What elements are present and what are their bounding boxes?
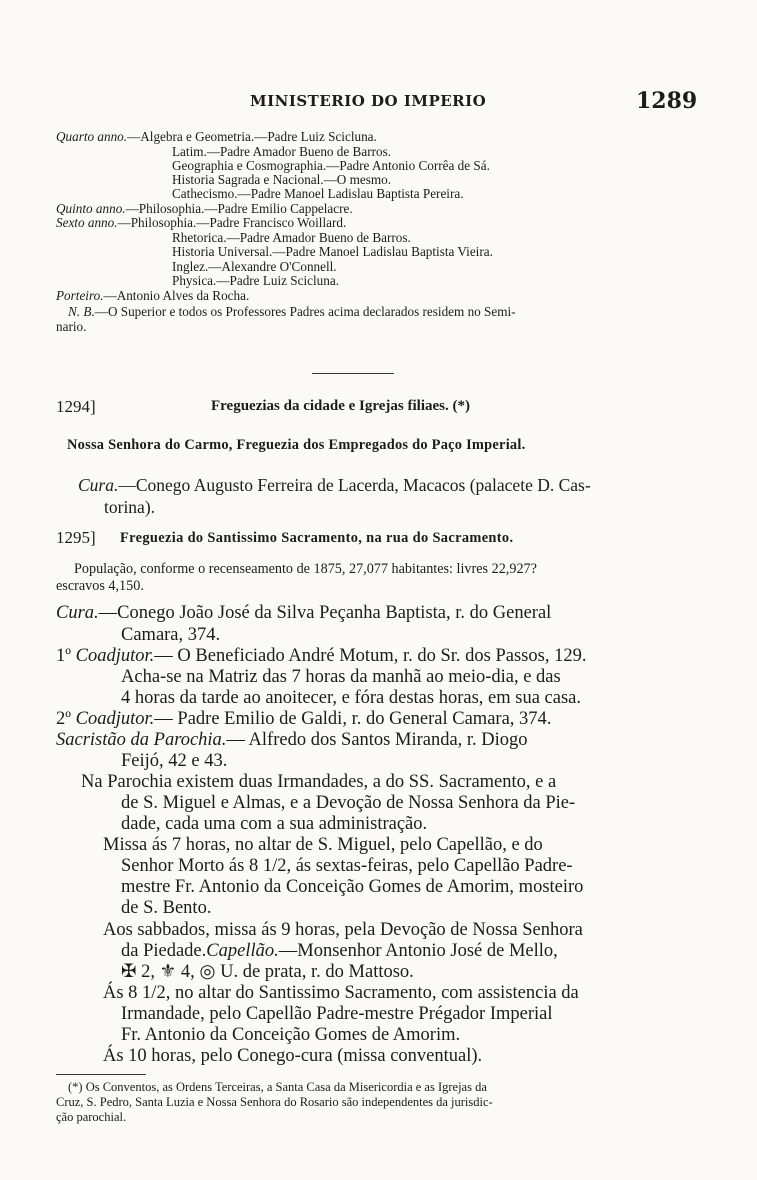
section-number-1294: 1294] xyxy=(56,397,96,416)
quarto-anno-label: Quarto anno. xyxy=(56,129,128,144)
page-number: 1289 xyxy=(636,88,698,114)
body-line: dade, cada uma com a sua administração. xyxy=(121,814,428,834)
seminary-line: Rhetorica.—Padre Amador Bueno de Barros. xyxy=(172,230,411,245)
first-coadjutor-hours: Acha-se na Matriz das 7 horas da manhã ao meio-dia, e das xyxy=(121,667,561,687)
seminary-line: Cathecismo.—Padre Manoel Ladislau Baptista Pereira. xyxy=(172,186,464,201)
sacristan-line: Sacristão da Parochia.— Alfredo dos Santos Miranda, r. Diogo xyxy=(56,730,528,750)
porteiro-line: Porteiro.—Antonio Alves da Rocha. xyxy=(56,288,250,303)
footnote-line: ção parochial. xyxy=(56,1110,127,1124)
running-header-title: MINISTERIO DO IMPERIO xyxy=(250,92,487,110)
population-line: População, conforme o recenseamento de 1875, 27,077 habitantes: livres 22,927? xyxy=(74,561,537,577)
seminary-line: Historia Universal.—Padre Manoel Ladislau Baptista Vieira. xyxy=(172,244,493,259)
parish-subtitle-carmo: Nossa Senhora do Carmo, Freguezia dos Empregados do Paço Imperial. xyxy=(67,437,526,453)
body-line: de S. Miguel e Almas, e a Devoção de Nossa Senhora da Pie- xyxy=(121,793,576,813)
cura-sacramento-line: Cura.—Conego João José da Silva Peçanha Baptista, r. do General xyxy=(56,603,552,623)
body-line: Aos sabbados, missa ás 9 horas, pela Devoção de Nossa Senhora xyxy=(103,920,583,940)
seminary-line: Historia Sagrada e Nacional.—O mesmo. xyxy=(172,172,391,187)
population-continuation: escravos 4,150. xyxy=(56,578,144,594)
first-coadjutor-hours-2: 4 horas da tarde ao anoitecer, e fóra destas horas, em sua casa. xyxy=(121,688,582,708)
first-coadjutor-line: 1º Coadjutor.— O Beneficiado André Motum, r. do Sr. dos Passos, 129. xyxy=(56,646,587,666)
body-line: Fr. Antonio da Conceição Gomes de Amorim. xyxy=(121,1025,461,1045)
cura-carmo-line: Cura.—Conego Augusto Ferreira de Lacerda, Macacos (palacete D. Cas- xyxy=(78,475,591,495)
section-number-1295: 1295] xyxy=(56,528,96,547)
sacristan-continuation: Feijó, 42 e 43. xyxy=(121,751,228,771)
body-line: Missa ás 7 horas, no altar de S. Miguel, pelo Capellão, e do xyxy=(103,835,543,855)
section-title-1294: Freguezias da cidade e Igrejas filiaes. (*) xyxy=(211,398,470,414)
seminary-line: Physica.—Padre Luiz Scicluna. xyxy=(172,273,340,288)
sexto-anno-line: Sexto anno.—Philosophia.—Padre Francisco Woillard. xyxy=(56,215,347,230)
body-line: Senhor Morto ás 8 1/2, ás sextas-feiras, pelo Capellão Padre- xyxy=(121,856,573,876)
seminary-line: Inglez.—Alexandre O'Connell. xyxy=(172,259,337,274)
body-line: Ás 10 horas, pelo Conego-cura (missa conventual). xyxy=(103,1046,483,1066)
cura-sacramento-continuation: Camara, 374. xyxy=(121,625,221,645)
body-line: Ás 8 1/2, no altar do Santissimo Sacramento, com assistencia da xyxy=(103,983,579,1003)
quinto-anno-line: Quinto anno.—Philosophia.—Padre Emilio Cappelacre. xyxy=(56,201,353,216)
cura-carmo-continuation: torina). xyxy=(104,497,156,517)
body-line-decorations: ✠ 2, ⚜ 4, ◎ U. de prata, r. do Mattoso. xyxy=(121,962,414,982)
body-line: Irmandade, pelo Capellão Padre-mestre Prégador Imperial xyxy=(121,1004,553,1024)
seminary-line: Geographia e Cosmographia.—Padre Antonio Corrêa de Sá. xyxy=(172,158,490,173)
body-line: mestre Fr. Antonio da Conceição Gomes de Amorim, mosteiro xyxy=(121,877,584,897)
footnote-line: Cruz, S. Pedro, Santa Luzia e Nossa Senhora do Rosario são independentes da jurisdic- xyxy=(56,1095,493,1109)
nota-bene-continuation: nario. xyxy=(56,319,87,334)
section-divider xyxy=(312,373,394,374)
capellao-line: da Piedade.Capellão.—Monsenhor Antonio José de Mello, xyxy=(121,941,558,961)
body-line: Na Parochia existem duas Irmandades, a do SS. Sacramento, e a xyxy=(81,772,557,792)
quarto-anno-line: Quarto anno.—Algebra e Geometria.—Padre Luiz Scicluna. xyxy=(56,129,377,144)
body-line: de S. Bento. xyxy=(121,898,212,918)
footnote-line: (*) Os Conventos, as Ordens Terceiras, a Santa Casa da Misericordia e as Igrejas da xyxy=(68,1080,487,1094)
second-coadjutor-line: 2º Coadjutor.— Padre Emilio de Galdi, r. do General Camara, 374. xyxy=(56,709,552,729)
section-title-1295: Freguezia do Santissimo Sacramento, na rua do Sacramento. xyxy=(120,530,514,546)
footnote-rule xyxy=(56,1074,146,1075)
seminary-line: Latim.—Padre Amador Bueno de Barros. xyxy=(172,144,392,159)
nota-bene-line: N. B.—O Superior e todos os Professores Padres acima declarados residem no Semi- xyxy=(68,304,516,319)
